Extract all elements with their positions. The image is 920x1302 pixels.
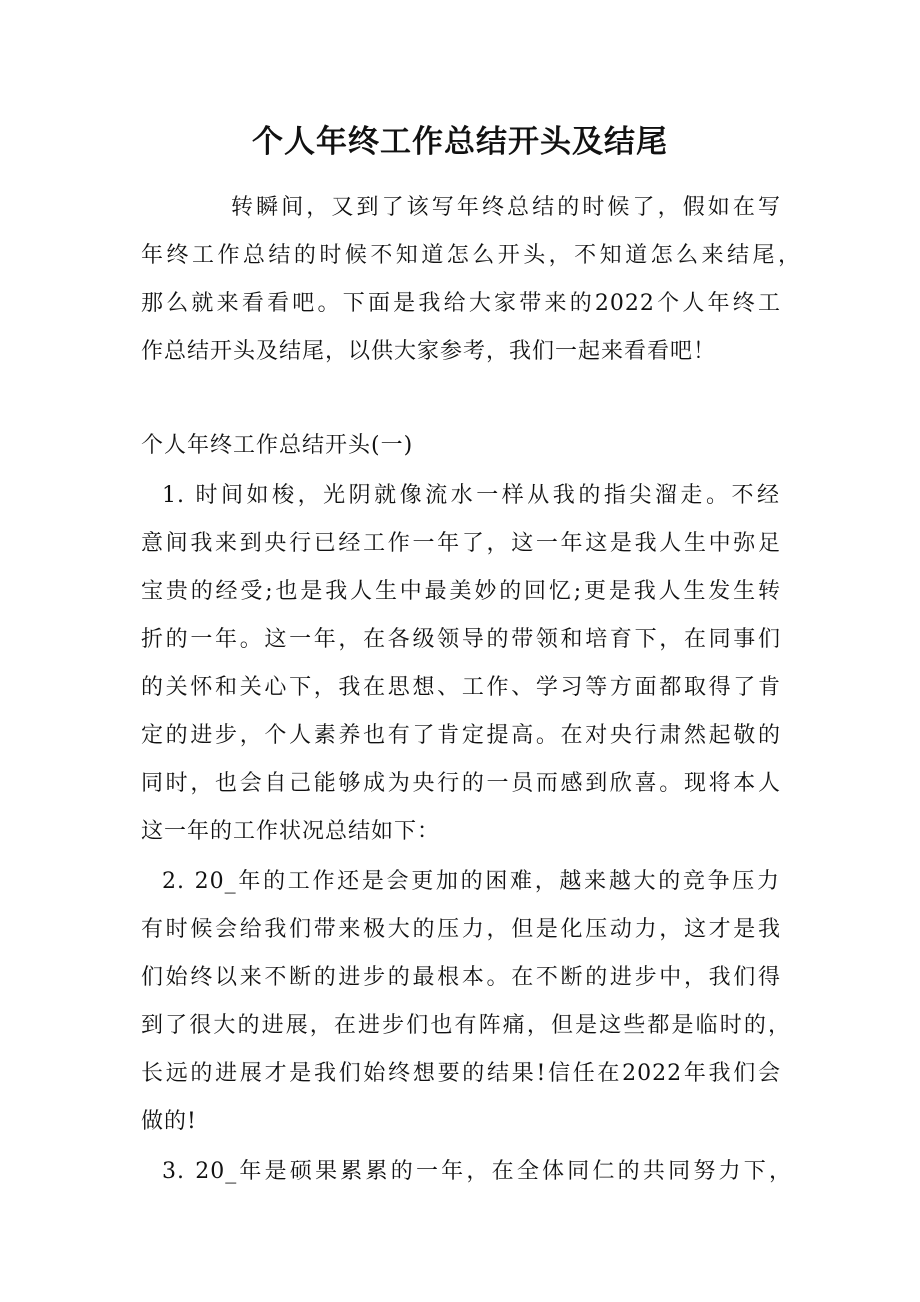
- item3-line-1: 3. 20_年是硕果累累的一年，在全体同仁的共同努力下，: [162, 1159, 792, 1184]
- item2-line-5: 长远的进展才是我们始终想要的结果!信任在2022年我们会: [141, 1061, 781, 1086]
- section-heading: 个人年终工作总结开头(一): [141, 433, 414, 458]
- item1-line-5: 的关怀和关心下，我在思想、工作、学习等方面都取得了肯: [141, 675, 781, 700]
- item1-line-1: 1. 时间如梭，光阴就像流水一样从我的指尖溜走。不经: [162, 483, 780, 508]
- item1-line-3: 宝贵的经受;也是我人生中最美妙的回忆;更是我人生发生转: [141, 579, 781, 604]
- item2-line-4: 到了很大的进展，在进步们也有阵痛，但是这些都是临时的，: [141, 1013, 791, 1038]
- item2-line-1: 2. 20_年的工作还是会更加的困难，越来越大的竞争压力: [162, 869, 780, 894]
- item1-line-4: 折的一年。这一年，在各级领导的带领和培育下，在同事们: [141, 627, 781, 652]
- item1-line-6: 定的进步，个人素养也有了肯定提高。在对央行肃然起敬的: [141, 723, 781, 748]
- document-title: 个人年终工作总结开头及结尾: [252, 124, 668, 160]
- intro-line-1: 转瞬间，又到了该写年终总结的时候了，假如在写: [231, 195, 781, 220]
- item2-line-2: 有时候会给我们带来极大的压力，但是化压动力，这才是我: [141, 917, 781, 942]
- intro-line-4: 作总结开头及结尾，以供大家参考，我们一起来看看吧！: [141, 339, 717, 364]
- item1-line-7: 同时，也会自己能够成为央行的一员而感到欣喜。现将本人: [141, 771, 781, 796]
- intro-line-2: 年终工作总结的时候不知道怎么开头，不知道怎么来结尾，: [141, 243, 801, 268]
- item2-line-6: 做的!: [141, 1109, 197, 1134]
- intro-line-3: 那么就来看看吧。下面是我给大家带来的2022个人年终工: [141, 291, 781, 316]
- item1-line-2: 意间我来到央行已经工作一年了，这一年这是我人生中弥足: [141, 531, 781, 556]
- item2-line-3: 们始终以来不断的进步的最根本。在不断的进步中，我们得: [141, 965, 781, 990]
- item1-line-8: 这一年的工作状况总结如下：: [141, 819, 441, 844]
